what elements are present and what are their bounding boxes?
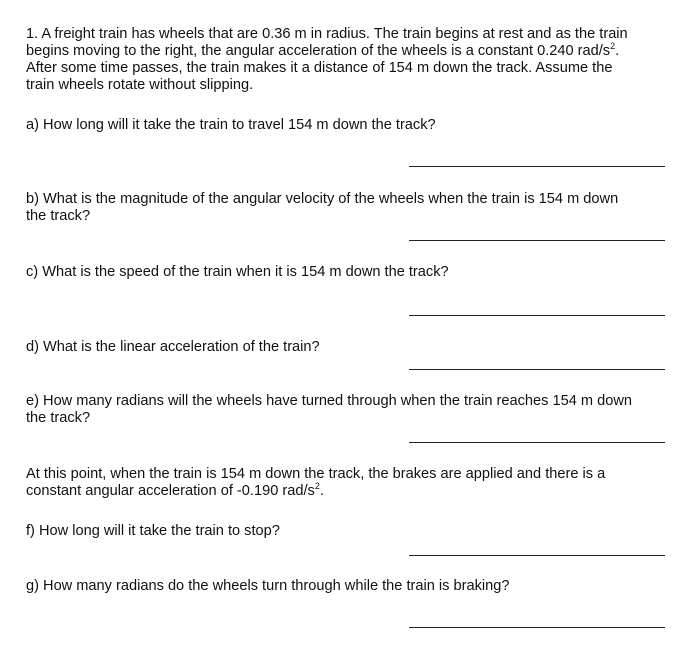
answer-line-a[interactable] xyxy=(409,166,665,167)
answer-line-g[interactable] xyxy=(409,627,665,628)
intro-line-3: After some time passes, the train makes it a distance of 154 m down the track. Assume the xyxy=(26,60,613,76)
answer-line-e[interactable] xyxy=(409,442,665,443)
intro-line-2-end: . xyxy=(615,43,620,59)
braking-line-2: constant angular acceleration of -0.190 rad/s xyxy=(26,483,315,499)
question-c: c) What is the speed of the train when it is 154 m down the track? xyxy=(26,264,449,280)
question-e xyxy=(26,393,694,427)
question-a: a) How long will it take the train to travel 154 m down the track? xyxy=(26,117,436,133)
question-b xyxy=(26,191,694,225)
intro-line-4: train wheels rotate without slipping. xyxy=(26,77,254,93)
braking-line-2-end: . xyxy=(319,483,324,499)
intro-line-2: begins moving to the right, the angular acceleration of the wheels is a constant 0.240 rad/s xyxy=(26,43,611,59)
question-d: d) What is the linear acceleration of the train? xyxy=(26,339,320,355)
question-g: g) How many radians do the wheels turn through while the train is braking? xyxy=(26,578,510,594)
question-b-line-1: b) What is the magnitude of the angular velocity of the wheels when the train is 154 m down xyxy=(26,191,619,207)
question-e-line-1: e) How many radians will the wheels have turned through when the train reaches 154 m down xyxy=(26,393,632,409)
problem-intro xyxy=(26,26,694,94)
answer-line-d[interactable] xyxy=(409,369,665,370)
answer-line-c[interactable] xyxy=(409,315,665,316)
question-e-line-2: the track? xyxy=(26,410,91,426)
question-f: f) How long will it take the train to stop? xyxy=(26,523,280,539)
answer-line-f[interactable] xyxy=(409,555,665,556)
answer-line-b[interactable] xyxy=(409,240,665,241)
question-b-line-2: the track? xyxy=(26,208,91,224)
braking-exponent: 2 xyxy=(314,481,320,491)
intro-exponent: 2 xyxy=(610,41,616,51)
braking-statement xyxy=(26,466,694,500)
braking-line-1: At this point, when the train is 154 m down the track, the brakes are applied and there is a xyxy=(26,466,606,482)
intro-line-1: 1. A freight train has wheels that are 0.36 m in radius. The train begins at rest and as the train xyxy=(26,26,628,42)
